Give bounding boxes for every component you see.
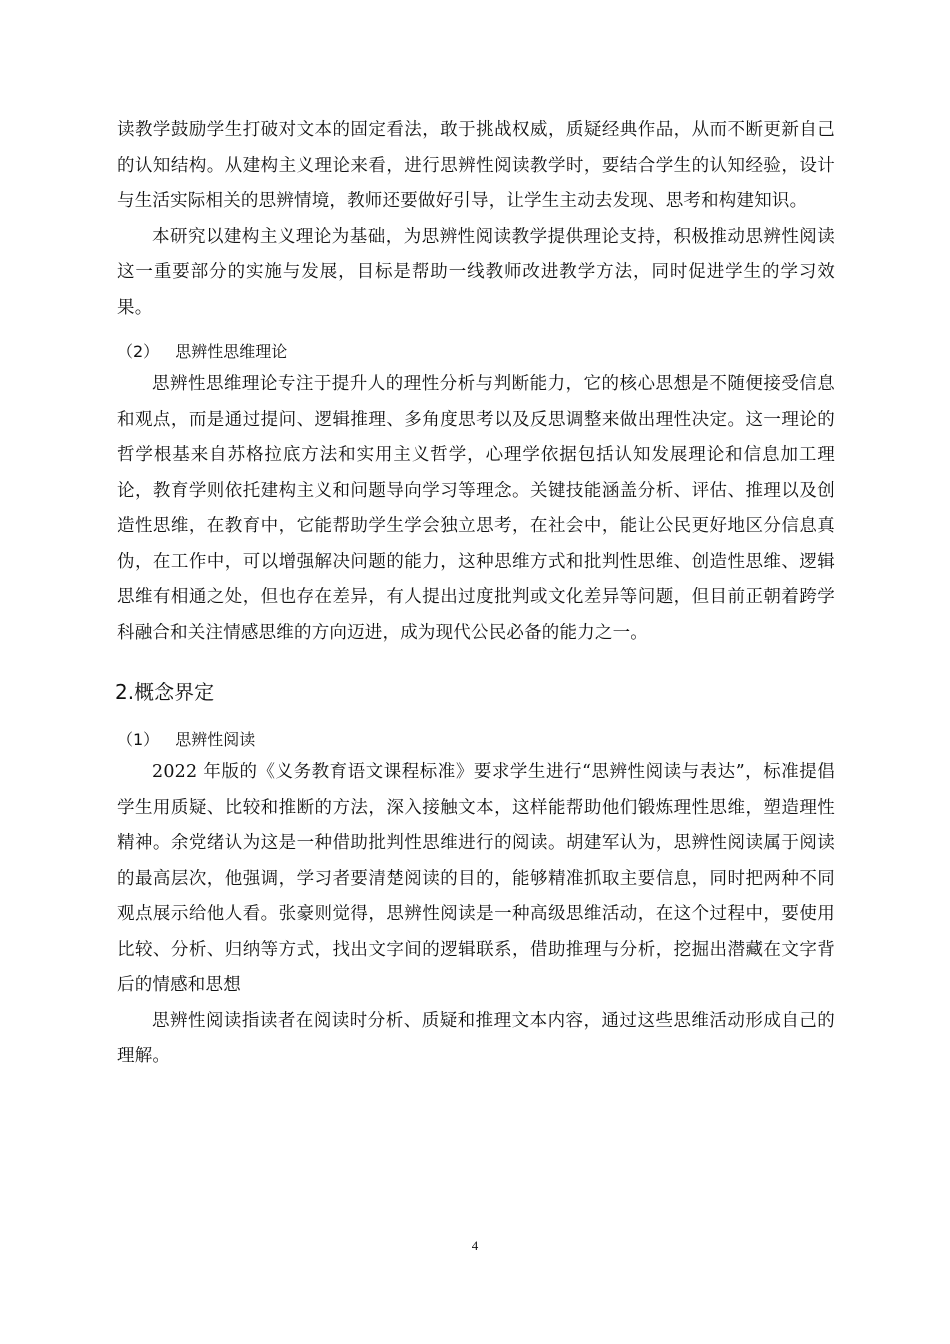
section-heading-concept-definition: 2.概念界定 [115, 680, 215, 704]
subheading-title: 思辨性阅读 [175, 730, 256, 749]
paragraph-curriculum-standard: 2022 年版的《义务教育语文课程标准》要求学生进行“思辨性阅读与表达”，标准提倡学生用质疑、比较和推断的方法，深入接触文本，这样能帮助他们锻炼理性思维，塑造理性精神。余党绪认为这是一种借助批判性思维进行的阅读。胡建军认为，思辨性阅读属于阅读的最高层次，他强调，学习者要清楚阅读的目的，能够精准抓取主要信息，同时把两种不同观点展示给他人看。张豪则觉得，思辨性阅读是一种高级思维活动，在这个过程中，要使用比较、分析、归纳等方式，找出文字间的逻辑联系，借助推理与分析，挖掘出潜藏在文字背后的情感和思想 [117, 762, 835, 995]
page-number: 4 [471, 1238, 479, 1253]
subheading-critical-thinking-theory [117, 337, 835, 367]
subheading-number: （2） [117, 342, 160, 361]
paragraph-definition: 思辨性阅读指读者在阅读时分析、质疑和推理文本内容，通过这些思维活动形成自己的理解。 [117, 1010, 835, 1066]
paragraph-research-basis: 本研究以建构主义理论为基础，为思辨性阅读教学提供理论支持，积极推动思辨性阅读这一重要部分的实施与发展，目标是帮助一线教师改进教学方法，同时促进学生的学习效果。 [117, 226, 835, 318]
paragraph-continued: 读教学鼓励学生打破对文本的固定看法，敢于挑战权威，质疑经典作品，从而不断更新自己的认知结构。从建构主义理论来看，进行思辨性阅读教学时，要结合学生的认知经验，设计与生活实际相关的思辨情境，教师还要做好引导，让学生主动去发现、思考和构建知识。 [117, 120, 835, 211]
paragraph-critical-thinking-theory: 思辨性思维理论专注于提升人的理性分析与判断能力，它的核心思想是不随便接受信息和观点，而是通过提问、逻辑推理、多角度思考以及反思调整来做出理性决定。这一理论的哲学根基来自苏格拉底方法和实用主义哲学，心理学依据包括认知发展理论和信息加工理论，教育学则依托建构主义和问题导向学习等理念。关键技能涵盖分析、评估、推理以及创造性思维，在教育中，它能帮助学生学会独立思考，在社会中，能让公民更好地区分信息真伪，在工作中，可以增强解决问题的能力，这种思维方式和批判性思维、创造性思维、逻辑思维有相通之处，但也存在差异，有人提出过度批判或文化差异等问题，但目前正朝着跨学科融合和关注情感思维的方向迈进，成为现代公民必备的能力之一。 [117, 374, 835, 643]
subheading-number: （1） [117, 730, 160, 749]
subheading-critical-reading [117, 725, 835, 755]
page-content [117, 113, 835, 1075]
subheading-title: 思辨性思维理论 [175, 342, 288, 361]
